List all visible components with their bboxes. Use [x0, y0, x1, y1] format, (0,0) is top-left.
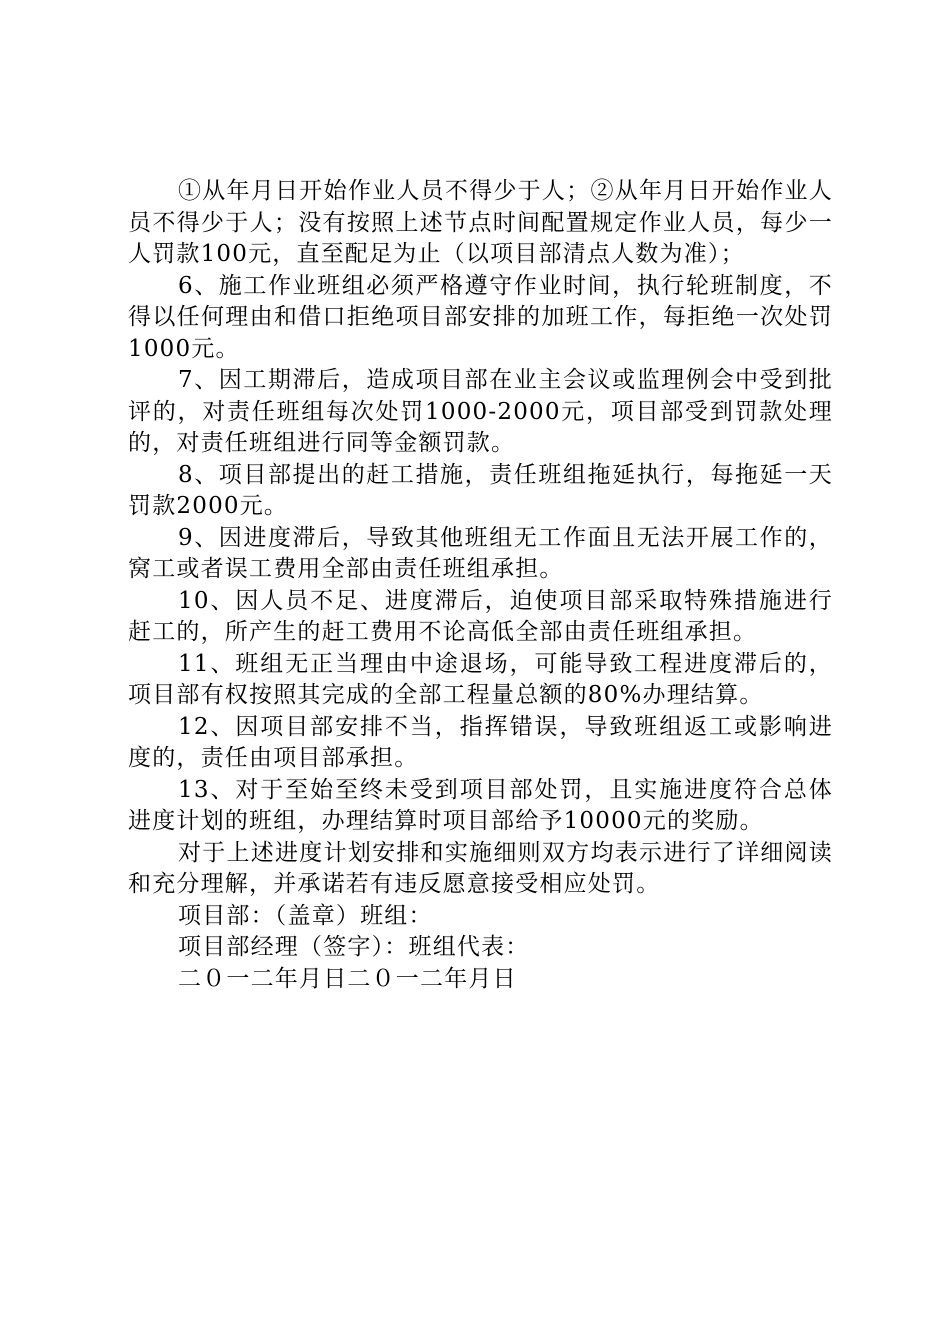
document-body — [128, 176, 833, 995]
signature-line-dates: 二０一二年月日二０一二年月日 — [178, 965, 517, 992]
paragraph-item-10: 10、因人员不足、进度滞后，迫使项目部采取特殊措施进行赶工的，所产生的赶工费用不论高低全部由责任班组承担。 — [128, 587, 833, 645]
paragraph-agreement: 对于上述进度计划安排和实施细则双方均表示进行了详细阅读和充分理解，并承诺若有违反愿意接受相应处罚。 — [128, 839, 833, 897]
paragraph-item-12: 12、因项目部安排不当，指挥错误，导致班组返工或影响进度的，责任由项目部承担。 — [128, 713, 833, 771]
paragraph-item-7: 7、因工期滞后，造成项目部在业主会议或监理例会中受到批评的，对责任班组每次处罚1000-2000元，项目部受到罚款处理的，对责任班组进行同等金额罚款。 — [128, 367, 833, 456]
signature-line-representatives: 项目部经理（签字）：班组代表： — [178, 934, 530, 960]
paragraph-item-13: 13、对于至始至终未受到项目部处罚，且实施进度符合总体进度计划的班组，办理结算时项目部给予10000元的奖励。 — [128, 776, 833, 834]
paragraph-staffing-requirement: ①从年月日开始作业人员不得少于人；②从年月日开始作业人员不得少于人；没有按照上述节点时间配置规定作业人员，每少一人罚款100元，直至配足为止（以项目部清点人数为准）； — [128, 178, 833, 267]
paragraph-item-6: 6、施工作业班组必须严格遵守作业时间，执行轮班制度，不得以任何理由和借口拒绝项目部安排的加班工作，每拒绝一次处罚1000元。 — [128, 272, 833, 362]
paragraph-item-8: 8、项目部提出的赶工措施，责任班组拖延执行，每拖延一天罚款2000元。 — [128, 461, 833, 519]
signature-line-seal: 项目部：（盖章）班组： — [178, 902, 433, 929]
paragraph-item-9: 9、因进度滞后，导致其他班组无工作面且无法开展工作的，窝工或者误工费用全部由责任班组承担。 — [128, 524, 833, 582]
paragraph-item-11: 11、班组无正当理由中途退场，可能导致工程进度滞后的，项目部有权按照其完成的全部工程量总额的80%办理结算。 — [128, 650, 833, 708]
